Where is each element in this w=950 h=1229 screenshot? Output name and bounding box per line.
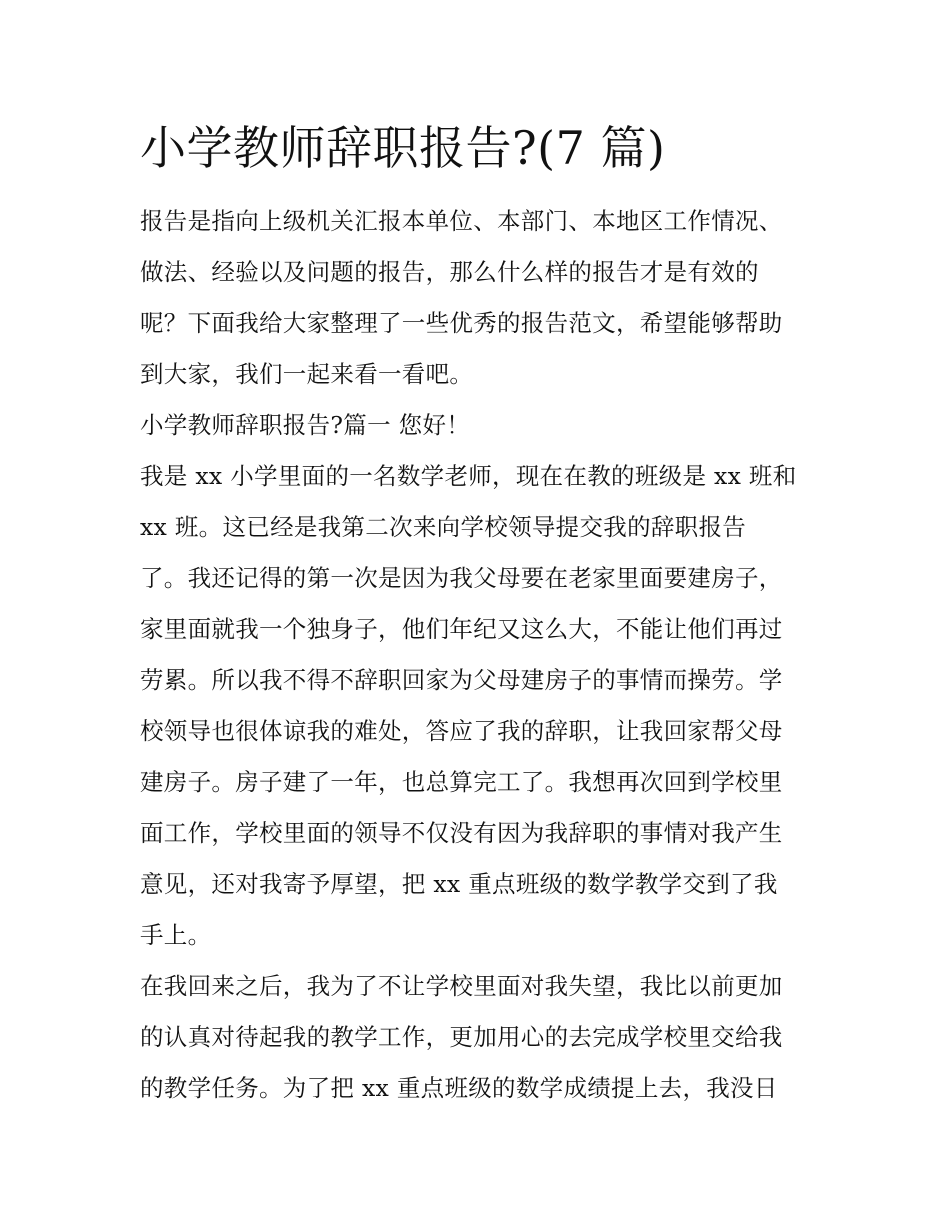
- text-line: 校领导也很体谅我的难处，答应了我的辞职，让我回家帮父母: [140, 717, 783, 745]
- text-line: 我是 xx 小学里面的一名数学老师，现在在教的班级是 xx 班和: [140, 462, 797, 490]
- text-line: 家里面就我一个独身子，他们年纪又这么大，不能让他们再过: [140, 615, 783, 643]
- text-line: 劳累。所以我不得不辞职回家为父母建房子的事情而操劳。学: [140, 666, 783, 694]
- text-line: 报告是指向上级机关汇报本单位、本部门、本地区工作情况、: [140, 207, 783, 235]
- section-heading: 小学教师辞职报告?篇一 您好！: [140, 411, 471, 439]
- text-line: xx 班。这已经是我第二次来向学校领导提交我的辞职报告: [140, 513, 747, 541]
- text-line: 意见，还对我寄予厚望，把 xx 重点班级的数学教学交到了我: [140, 870, 778, 898]
- text-line: 到大家，我们一起来看一看吧。: [140, 360, 474, 388]
- text-line: 了。我还记得的第一次是因为我父母要在老家里面要建房子，: [140, 564, 783, 592]
- page-title: 小学教师辞职报告?(7 篇): [140, 121, 666, 175]
- text-line: 呢？下面我给大家整理了一些优秀的报告范文，希望能够帮助: [140, 309, 783, 337]
- text-line: 的教学任务。为了把 xx 重点班级的数学成绩提上去，我没日: [140, 1074, 778, 1102]
- text-line: 在我回来之后，我为了不让学校里面对我失望，我比以前更加: [140, 972, 783, 1000]
- text-line: 建房子。房子建了一年，也总算完工了。我想再次回到学校里: [140, 768, 783, 796]
- text-line: 面工作，学校里面的领导不仅没有因为我辞职的事情对我产生: [140, 819, 783, 847]
- text-line: 的认真对待起我的教学工作，更加用心的去完成学校里交给我: [140, 1023, 783, 1051]
- text-line: 手上。: [140, 921, 212, 949]
- text-line: 做法、经验以及问题的报告，那么什么样的报告才是有效的: [140, 258, 759, 286]
- body-text: [140, 196, 820, 1114]
